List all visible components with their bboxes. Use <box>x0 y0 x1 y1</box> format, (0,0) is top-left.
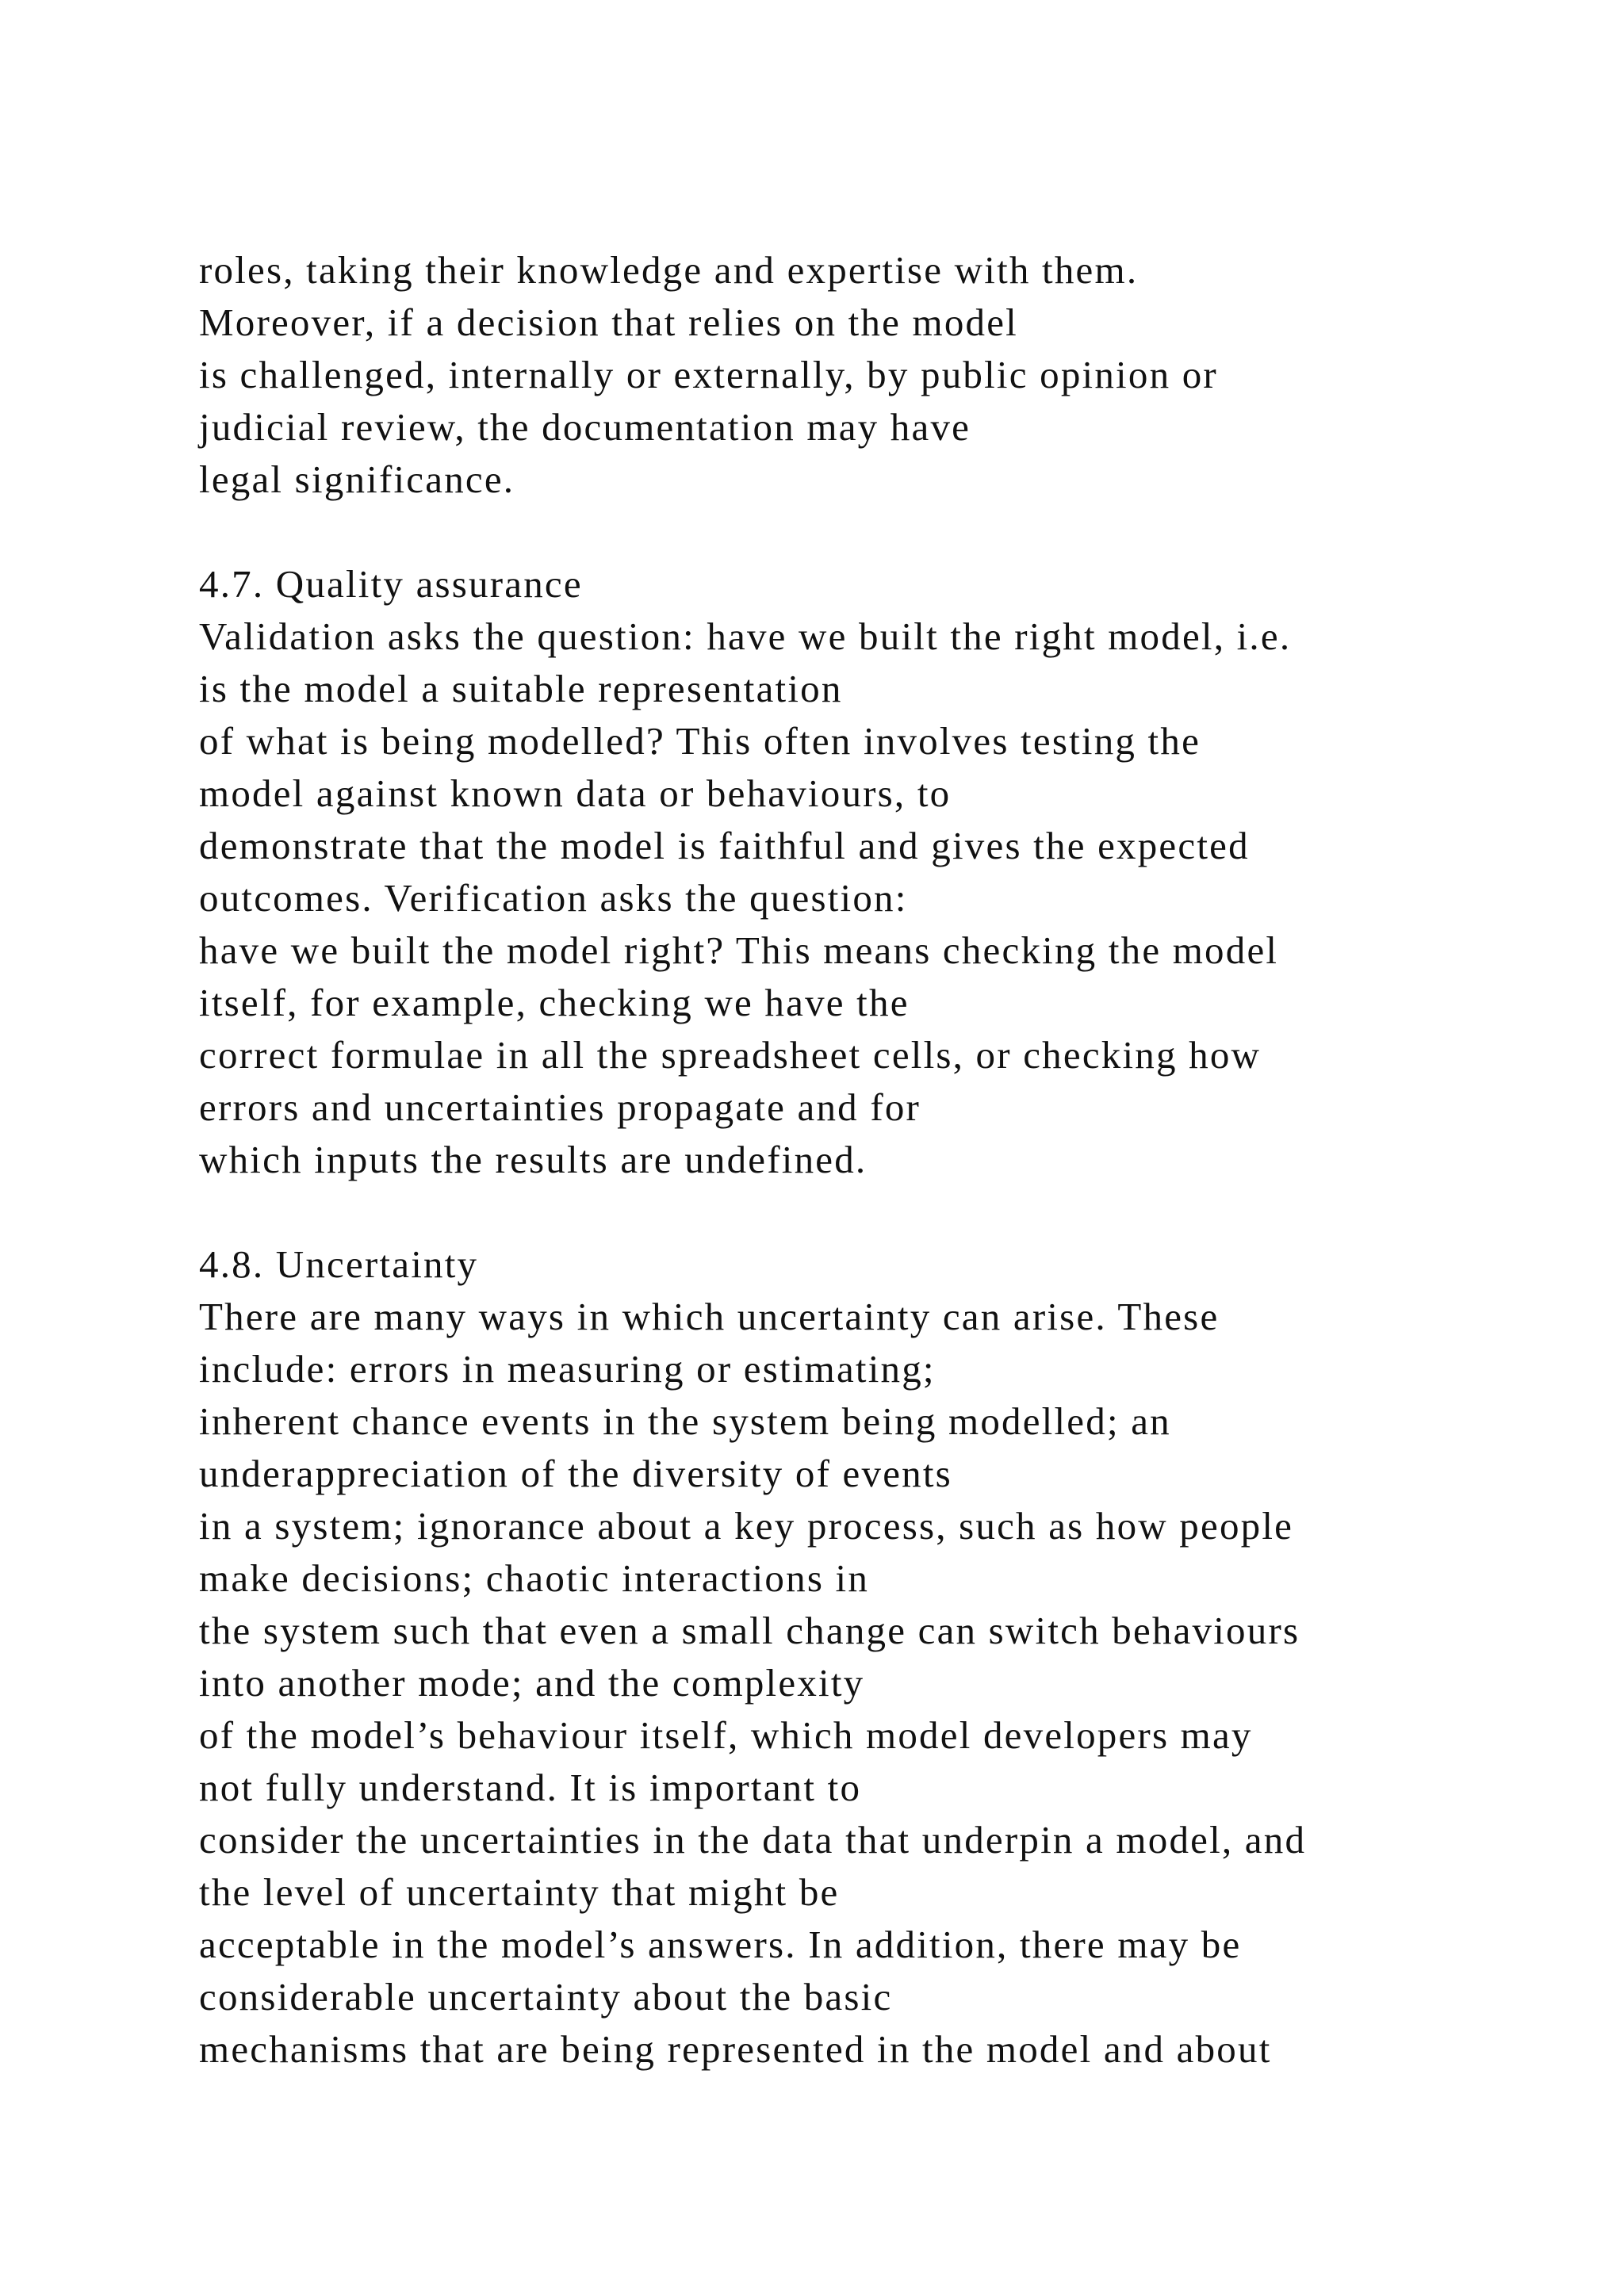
uncertainty-line-14: considerable uncertainty about the basic <box>199 1975 893 2019</box>
quality-line-1: Validation asks the question: have we built the right model, i.e. <box>199 614 1292 658</box>
uncertainty-line-11: consider the uncertainties in the data that underpin a model, and <box>199 1818 1307 1862</box>
uncertainty-line-8: into another mode; and the complexity <box>199 1661 865 1705</box>
intro-line-4: judicial review, the documentation may have <box>199 405 971 449</box>
uncertainty-line-1: There are many ways in which uncertainty can arise. These <box>199 1295 1220 1338</box>
quality-line-6: outcomes. Verification asks the question: <box>199 876 908 920</box>
quality-line-10: errors and uncertainties propagate and for <box>199 1085 921 1129</box>
paragraph-spacer <box>199 506 1547 558</box>
intro-line-5: legal significance. <box>199 457 515 501</box>
quality-line-4: model against known data or behaviours, to <box>199 771 952 815</box>
uncertainty-line-12: the level of uncertainty that might be <box>199 1870 840 1914</box>
uncertainty-line-3: inherent chance events in the system being modelled; an <box>199 1399 1171 1443</box>
uncertainty-line-13: acceptable in the model’s answers. In addition, there may be <box>199 1923 1242 1966</box>
intro-line-2: Moreover, if a decision that relies on the model <box>199 300 1018 344</box>
section-heading-uncertainty: 4.8. Uncertainty <box>199 1242 479 1286</box>
quality-line-2: is the model a suitable representation <box>199 667 843 710</box>
uncertainty-line-2: include: errors in measuring or estimating; <box>199 1347 936 1391</box>
uncertainty-line-5: in a system; ignorance about a key process, such as how people <box>199 1504 1294 1548</box>
quality-line-11: which inputs the results are undefined. <box>199 1138 868 1181</box>
paragraph-spacer <box>199 1186 1547 1238</box>
uncertainty-line-4: underappreciation of the diversity of events <box>199 1452 952 1495</box>
intro-line-1: roles, taking their knowledge and expertise with them. <box>199 248 1139 292</box>
uncertainty-line-6: make decisions; chaotic interactions in <box>199 1556 870 1600</box>
uncertainty-line-15: mechanisms that are being represented in the model and about <box>199 2027 1272 2071</box>
uncertainty-line-10: not fully understand. It is important to <box>199 1766 862 1809</box>
section-heading-quality-assurance: 4.7. Quality assurance <box>199 562 583 606</box>
uncertainty-line-7: the system such that even a small change can switch behaviours <box>199 1609 1300 1652</box>
quality-line-7: have we built the model right? This means checking the model <box>199 928 1279 972</box>
quality-line-8: itself, for example, checking we have the <box>199 981 910 1024</box>
quality-line-5: demonstrate that the model is faithful and gives the expected <box>199 824 1250 867</box>
quality-line-3: of what is being modelled? This often involves testing the <box>199 719 1201 763</box>
document-body <box>199 244 1547 2076</box>
intro-line-3: is challenged, internally or externally, by public opinion or <box>199 353 1218 396</box>
quality-line-9: correct formulae in all the spreadsheet cells, or checking how <box>199 1033 1262 1077</box>
uncertainty-line-9: of the model’s behaviour itself, which model developers may <box>199 1713 1253 1757</box>
